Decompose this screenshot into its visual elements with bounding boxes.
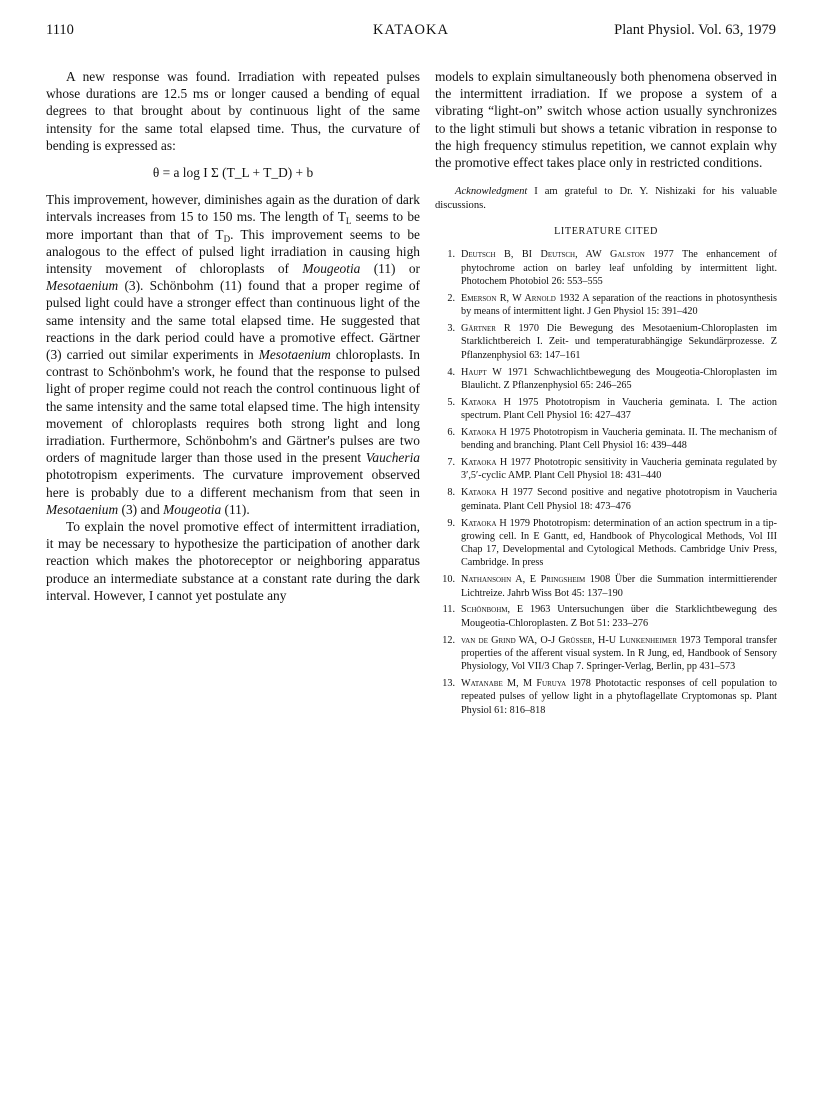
reference-number: 4. bbox=[447, 366, 455, 378]
reference-item bbox=[435, 603, 777, 630]
reference-authors: Nathansohn A, E Pringsheim bbox=[461, 574, 586, 586]
reference-authors: van de Grind WA, O-J Grüsser, H-U Lunkenheimer bbox=[461, 634, 677, 646]
curvature-equation bbox=[46, 164, 420, 181]
reference-text: 1963 Untersuchungen über die Starklichtbewegung des Mougeotia-Chloroplasten. Z Bot 51: 233–276 bbox=[461, 604, 778, 629]
reference-authors: Kataoka H bbox=[461, 517, 507, 529]
reference-item bbox=[435, 486, 777, 513]
reference-text: 1973 Temporal transfer properties of the afferent visual system. In R Jung, ed, Handbook of Sensory Physiology, Vol VII/3 Chap 7. Springer-Verlag, Berlin, pp 431–573 bbox=[461, 634, 777, 673]
running-author: KATAOKA bbox=[373, 22, 449, 38]
reference-text: 1977 Second positive and negative phototropism in Vaucheria geminata. Plant Cell Physiol 18: 473–476 bbox=[461, 487, 777, 512]
equation-text: θ = a log I Σ (T_L + T_D) + b bbox=[152, 165, 314, 181]
journal-citation: Plant Physiol. Vol. 63, 1979 bbox=[614, 22, 776, 38]
reference-text: 1908 Über die Summation intermittierender Lichtreize. Jahrb Wiss Bot 45: 137–190 bbox=[461, 574, 777, 599]
reference-item bbox=[435, 517, 777, 570]
reference-authors: Watanabe M, M Furuya bbox=[461, 678, 567, 690]
reference-text: 1975 Phototropism in Vaucheria geminata. II. The mechanism of bending and branching. Plant Cell Physiol 16: 439–448 bbox=[461, 426, 777, 452]
reference-item bbox=[435, 573, 777, 600]
paragraph-new-response: A new response was found. Irradiation with repeated pulses whose durations are 12.5 ms or longer caused a bending of equal degrees to that brought about by continuous light of the same intensity for the same total elapsed time. Thus, the curvature of bending is expressed as: bbox=[46, 69, 420, 153]
reference-authors: Kataoka H bbox=[461, 487, 509, 499]
reference-item bbox=[435, 426, 777, 453]
acknowledgment bbox=[435, 185, 777, 213]
reference-number: 13. bbox=[442, 678, 455, 690]
reference-authors: Schönbohm, E bbox=[461, 604, 524, 616]
reference-item bbox=[435, 292, 777, 319]
reference-authors: Kataoka H bbox=[461, 457, 508, 469]
reference-number: 3. bbox=[447, 323, 455, 335]
reference-text: 1975 Phototropism in Vaucheria geminata. I. The action spectrum. Plant Cell Physiol 16: 427–437 bbox=[461, 396, 777, 422]
reference-number: 1. bbox=[447, 249, 455, 261]
reference-authors: Gärtner R bbox=[461, 323, 511, 335]
reference-number: 9. bbox=[447, 517, 455, 529]
reference-item bbox=[435, 366, 777, 393]
reference-list bbox=[435, 248, 777, 717]
left-column bbox=[46, 68, 420, 604]
reference-number: 5. bbox=[447, 396, 455, 408]
reference-number: 10. bbox=[442, 574, 455, 586]
acknowledgment-text: I am grateful to Dr. Y. Nishizaki for his valuable discussions. bbox=[435, 186, 777, 212]
reference-item bbox=[435, 248, 777, 288]
reference-text: 1970 Die Bewegung des Mesotaenium-Chloroplasten im Starklichtbereich I. Zeit- und temperaturabhängige Sekundärprozesse. Z Pflanzenphysiol 63: 147–161 bbox=[461, 323, 778, 361]
page-number: 1110 bbox=[46, 22, 74, 38]
reference-authors: Haupt W bbox=[461, 366, 502, 378]
paragraph-hypothesis: To explain the novel promotive effect of intermittent irradiation, it may be necessary to hypothesize the participation of another dark reaction which makes the photoreceptor or neighboring apparatus produce an intermediate substance at a constant rate during the dark interval. However, I cannot yet postulate any bbox=[46, 519, 420, 603]
paragraph-models: models to explain simultaneously both phenomena observed in the intermittent irradiation. If we propose a system of a vibrating “light-on” switch whose action usually synchronizes to the light stimuli but shows a tetanic vibration in response to the high frequency stimulus repetition, we cannot explain why the promotive effect takes place only in restricted conditions. bbox=[435, 69, 777, 171]
reference-authors: Kataoka H bbox=[461, 396, 511, 408]
reference-text: 1932 A separation of the reactions in photosynthesis by means of intermittent light. J Gen Physiol 15: 391–420 bbox=[461, 292, 777, 318]
reference-authors: Deutsch B, BI Deutsch, AW Galston bbox=[461, 249, 645, 261]
acknowledgment-lead: Acknowledgment bbox=[455, 186, 528, 198]
reference-number: 2. bbox=[447, 292, 455, 304]
reference-text: 1979 Phototropism: determination of an action spectrum in a tip-growing cell. In E Gantt, ed, Handbook of Phycological Methods, Vol III Chap 17, Developmental and Cytological Methods. Cambridge Univ Press, Cambridge. In press bbox=[461, 517, 777, 569]
reference-text: 1971 Schwachlichtbewegung des Mougeotia-Chloroplasten im Blaulicht. Z Pflanzenphysiol 65: 246–265 bbox=[461, 366, 777, 391]
reference-item bbox=[435, 634, 777, 674]
reference-text: 1977 Phototropic sensitivity in Vaucheria geminata regulated by 3′,5′-cyclic AMP. Plant Cell Physiol 18: 431–440 bbox=[461, 457, 777, 482]
reference-number: 11. bbox=[442, 604, 455, 616]
reference-number: 6. bbox=[447, 426, 455, 438]
reference-text: 1978 Phototactic responses of cell population to repeated pulses of yellow light in a phytoflagellate Cryptomonas sp. Plant Physiol 61: 816–818 bbox=[461, 678, 778, 716]
reference-number: 8. bbox=[447, 487, 455, 499]
reference-authors: Kataoka H bbox=[461, 426, 507, 438]
literature-cited-heading: LITERATURE CITED bbox=[554, 226, 658, 238]
paragraph-improvement: This improvement, however, diminishes again as the duration of dark intervals increases from 15 to 150 ms. The length of $T_L$ seems to be more important than that of $T_D$. This improvement seems to be analogous to the effect of pulsed light irradiation in causing high intensity movement of chloroplasts of Mougeotia (11) or Mesotaenium (3). Schönbohm (11) found that a proper regime of pulsed light could have a stronger effect than continuous light of the same intensity and the same total elapsed time. He suggested that reactions in the dark period could have a promotive effect. Gärtner (3) carried out similar experiments in Mesotaenium chloroplasts. In contrast to Schönbohm's work, he found that the response to pulsed light of proper regime could not reach the control continuous light of the same intensity and the same total elapsed time. The high intensity movement of chloroplasts requires both strong light and long irradiation. Furthermore, Schönbohm's and Gärtner's pulses are two orders of magnitude larger than those used in the present Vaucheria phototropism experiments. The curvature improvement observed here is probably due to a different mechanism from that seen in Mesotaenium (3) and Mougeotia (11). bbox=[46, 192, 420, 517]
reference-item bbox=[435, 322, 777, 362]
reference-number: 12. bbox=[442, 634, 455, 646]
reference-item bbox=[435, 677, 777, 717]
reference-item bbox=[435, 456, 777, 483]
reference-item bbox=[435, 396, 777, 423]
right-column bbox=[435, 68, 777, 721]
running-header bbox=[46, 22, 776, 42]
reference-authors: Emerson R, W Arnold bbox=[461, 292, 556, 304]
reference-number: 7. bbox=[447, 457, 455, 469]
reference-text: 1977 The enhancement of phytochrome action on barley leaf unfolding by intermittent light. Photochem Photobiol 26: 553–555 bbox=[461, 249, 777, 288]
